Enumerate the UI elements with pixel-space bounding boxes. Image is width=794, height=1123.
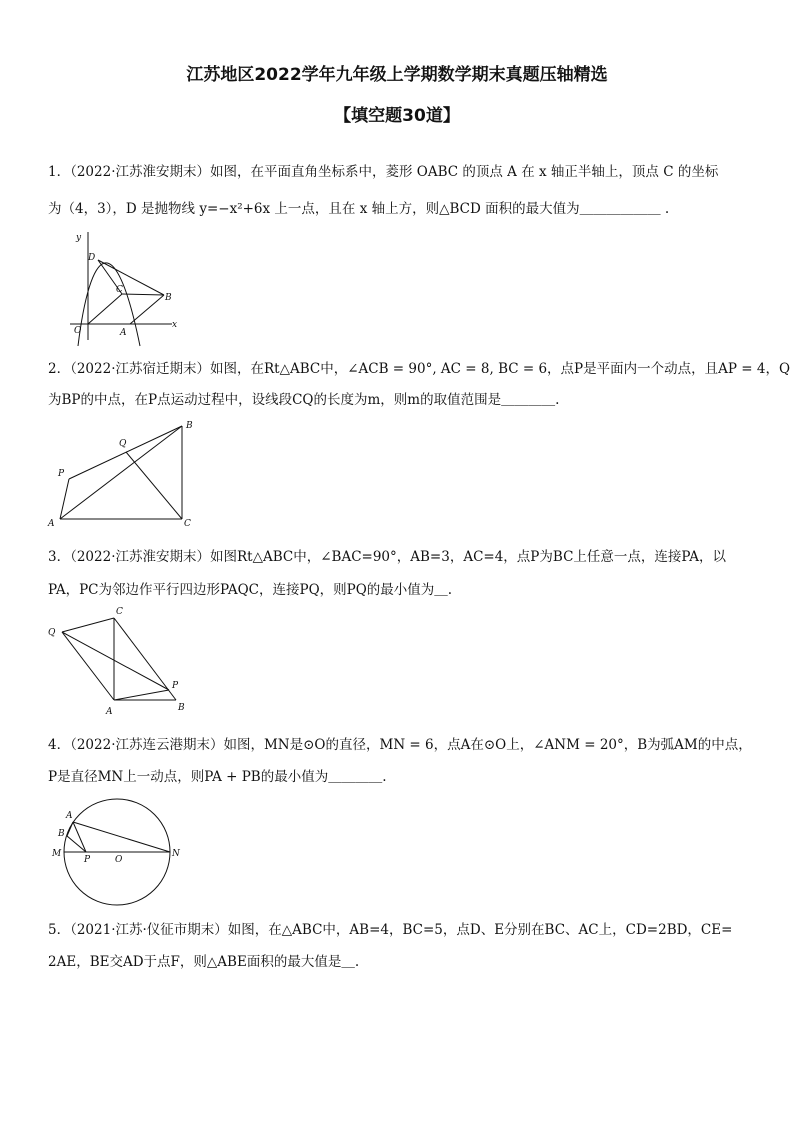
problem-1-line-2: 为（4，3），D 是抛物线 y=−x²+6x 上一点，且在 x 轴上方，则△BCD 面积的最大值为＿＿＿＿＿＿ . (48, 201, 670, 217)
segment-cb (114, 618, 176, 700)
problem-2-figure (44, 416, 204, 530)
label-b: B (186, 421, 193, 431)
label-q: Q (119, 439, 127, 449)
segment-ab (130, 295, 164, 324)
problem-3-line-1: 3．（2022·江苏淮安期末）如图Rt△ABC中，∠BAC=90°，AB=3，AC=4，点P为BC上任意一点，连接PA，以 (48, 549, 726, 565)
problem-1-line-1: 1．（2022·江苏淮安期末）如图，在平面直角坐标系中，菱形 OABC 的顶点 A 在 x 轴正半轴上，顶点 C 的坐标 (48, 164, 719, 180)
problem-2-line-2: 为BP的中点，在P点运动过程中，设线段CQ的长度为m，则m的取值范围是＿＿＿＿. (48, 392, 560, 408)
label-o: O (115, 855, 123, 865)
segment-qc (126, 452, 182, 519)
label-b: B (58, 829, 65, 839)
label-c: C (116, 285, 123, 295)
segment-ab (67, 822, 73, 836)
segment-qa (62, 632, 114, 700)
label-c: C (116, 607, 123, 617)
problem-5-line-1: 5．（2021·江苏·仪征市期末）如图，在△ABC中，AB=4，BC=5，点D、E分别在BC、AC上，CD=2BD，CE= (48, 922, 733, 938)
problem-2-line-1: 2．（2022·江苏宿迁期末）如图，在Rt△ABC中，∠ACB = 90°, AC = 8, BC = 6，点P是平面内一个动点，且AP = 4，Q (48, 361, 791, 377)
problem-4-line-1: 4．（2022·江苏连云港期末）如图，MN是⊙O的直径，MN = 6，点A在⊙O上，∠ANM = 20°，B为弧AM的中点， (48, 737, 752, 753)
problem-4-line-2: P是直径MN上一动点，则PA + PB的最小值为＿＿＿＿. (48, 769, 387, 785)
segment-oc (88, 294, 122, 324)
label-b: B (165, 293, 172, 303)
label-b: B (178, 703, 185, 713)
label-a: A (106, 707, 113, 717)
page-subtitle: 【填空题30道】 (334, 106, 460, 126)
problem-3-figure (44, 602, 194, 720)
segment-qp (62, 632, 169, 690)
segment-cb (122, 294, 164, 295)
label-m: M (52, 849, 62, 859)
label-a: A (120, 328, 127, 338)
label-c: C (184, 519, 191, 529)
label-a: A (66, 811, 73, 821)
segment-qc (62, 618, 114, 632)
problem-1-figure (60, 228, 185, 350)
segment-pb (69, 426, 182, 479)
segment-ap (73, 822, 86, 852)
problem-3-line-2: PA，PC为邻边作平行四边形PAQC，连接PQ，则PQ的最小值为＿. (48, 582, 453, 598)
label-q: Q (48, 628, 56, 638)
page-title: 江苏地区2022学年九年级上学期数学期末真题压轴精选 (186, 65, 608, 85)
label-x: x (172, 320, 178, 330)
label-a: A (48, 519, 55, 529)
label-o: O (74, 326, 82, 336)
label-p: P (172, 681, 179, 691)
segment-db (98, 260, 164, 295)
label-n: N (172, 849, 180, 859)
label-y: y (76, 233, 82, 243)
label-p: P (84, 855, 91, 865)
problem-5-line-2: 2AE，BE交AD于点F，则△ABE面积的最大值是＿. (48, 954, 360, 970)
segment-bp (67, 836, 86, 852)
problem-4-figure (46, 796, 196, 914)
label-d: D (88, 253, 96, 263)
segment-an (73, 822, 170, 852)
label-p: P (58, 469, 65, 479)
segment-ap (114, 690, 169, 700)
